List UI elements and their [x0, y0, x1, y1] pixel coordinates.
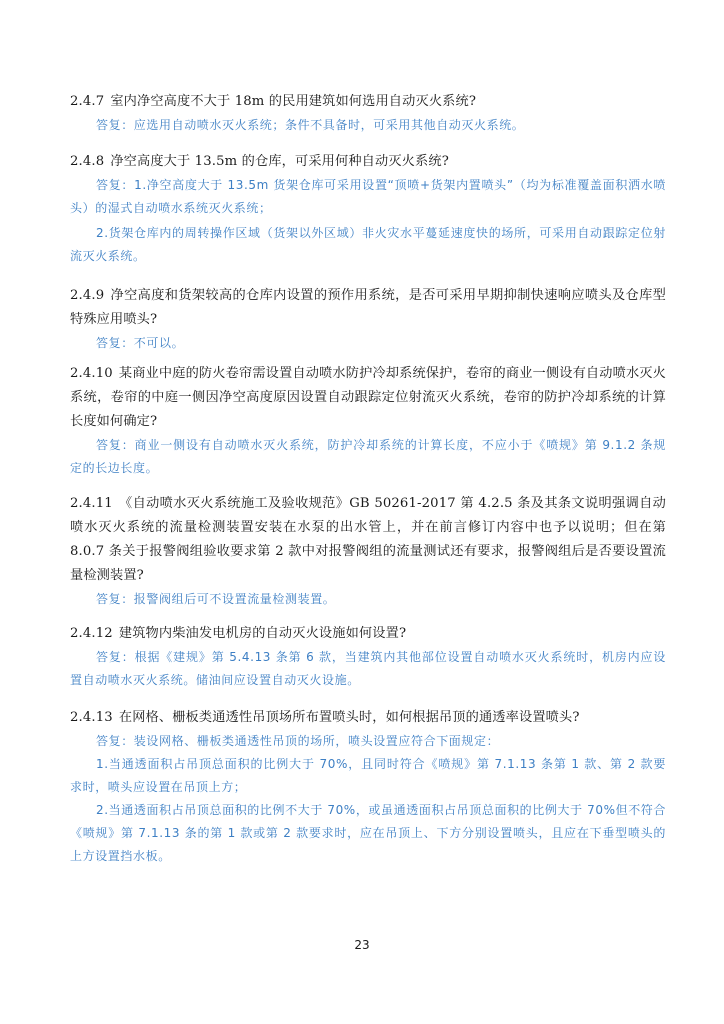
qa-item-2-4-13: [70, 706, 666, 868]
qa-item-2-4-11: [70, 492, 666, 611]
question-number: 2.4.8: [70, 154, 105, 169]
question-text: 2.4.11 《自动喷水灭火系统施工及验收规范》GB 50261-2017 第 4.2.5 条及其条文说明强调自动喷水灭火系统的流量检测装置安装在水泵的出水管上，并在前言修订内容中也予以说明；但在第 8.0.7 条关于报警阀组验收要求第 2 款中对报警阀组的流量测试还有要求，报警阀组后是否要设置流量检测装置?: [70, 496, 666, 583]
question-number: 2.4.11: [70, 496, 113, 511]
answer-text: 答复：不可以。: [96, 336, 185, 350]
question-text: 2.4.8 净空高度大于 13.5m 的仓库，可采用何种自动灭火系统?: [70, 154, 449, 169]
qa-item-2-4-7: [70, 90, 666, 137]
answer-text: 2.当通透面积占吊顶总面积的比例不大于 70%，或虽通透面积占吊顶总面积的比例大于 70%但不符合《喷规》第 7.1.13 条的第 1 款或第 2 款要求时，应在吊顶上、下方分别设置喷头，且应在下垂型喷头的上方设置挡水板。: [70, 803, 666, 863]
question-number: 2.4.9: [70, 288, 105, 303]
question-text: 2.4.9 净空高度和货架较高的仓库内设置的预作用系统，是否可采用早期抑制快速响应喷头及仓库型特殊应用喷头?: [70, 288, 666, 327]
page-number: 23: [354, 938, 370, 952]
answer-text: 答复：根据《建规》第 5.4.13 条第 6 款，当建筑内其他部位设置自动喷水灭火系统时，机房内应设置自动喷水灭火系统。储油间应设置自动灭火设施。: [70, 650, 666, 687]
answer-text: 答复：报警阀组后可不设置流量检测装置。: [96, 592, 336, 606]
answer-text: 答复：1.净空高度大于 13.5m 货架仓库可采用设置“顶喷+货架内置喷头”（均为标准覆盖面积洒水喷头）的湿式自动喷水系统灭火系统；: [70, 178, 666, 215]
qa-item-2-4-8: [70, 150, 666, 268]
answer-text: 1.当通透面积占吊顶总面积的比例大于 70%，且同时符合《喷规》第 7.1.13 条第 1 款、第 2 款要求时，喷头应设置在吊顶上方；: [70, 757, 666, 794]
question-number: 2.4.10: [70, 366, 113, 381]
question-text: 2.4.12 建筑物内柴油发电机房的自动灭火设施如何设置?: [70, 626, 407, 641]
qa-item-2-4-9: [70, 284, 666, 355]
question-number: 2.4.12: [70, 626, 113, 641]
answer-text: 2.货架仓库内的周转操作区域（货架以外区域）非火灾水平蔓延速度快的场所，可采用自动跟踪定位射流灭火系统。: [70, 226, 666, 263]
question-text: 2.4.10 某商业中庭的防火卷帘需设置自动喷水防护冷却系统保护，卷帘的商业一侧设有自动喷水灭火系统，卷帘的中庭一侧因净空高度原因设置自动跟踪定位射流灭火系统，卷帘的防护冷却系统的计算长度如何确定?: [70, 366, 666, 429]
question-number: 2.4.7: [70, 94, 105, 109]
answer-text: 答复：装设网格、栅板类通透性吊顶的场所，喷头设置应符合下面规定：: [96, 734, 500, 748]
answer-text: 答复：应选用自动喷水灭火系统；条件不具备时，可采用其他自动灭火系统。: [96, 118, 525, 132]
answer-text: 答复：商业一侧设有自动喷水灭火系统，防护冷却系统的计算长度，不应小于《喷规》第 9.1.2 条规定的长边长度。: [70, 438, 666, 475]
question-number: 2.4.13: [70, 710, 113, 725]
qa-item-2-4-10: [70, 362, 666, 480]
qa-item-2-4-12: [70, 622, 666, 692]
question-text: 2.4.7 室内净空高度不大于 18m 的民用建筑如何选用自动灭火系统?: [70, 94, 477, 109]
question-text: 2.4.13 在网格、栅板类通透性吊顶场所布置喷头时，如何根据吊顶的通透率设置喷头?: [70, 710, 580, 725]
